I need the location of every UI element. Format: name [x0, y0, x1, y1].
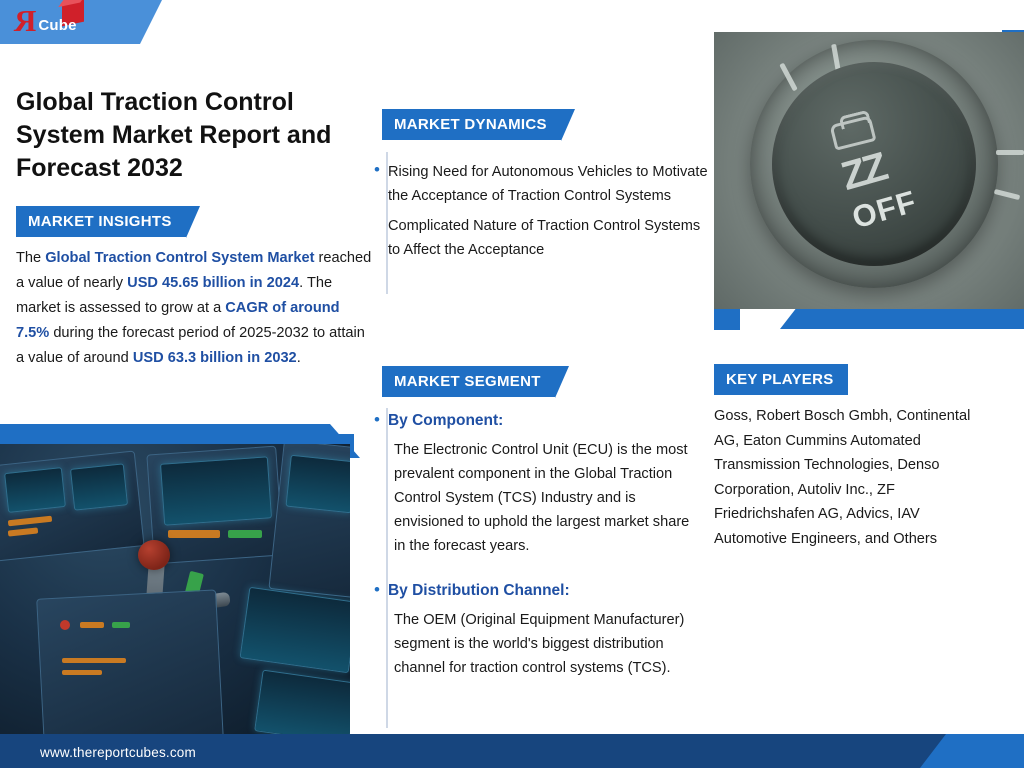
cockpit-indicator: [112, 622, 130, 628]
cockpit-display: [4, 467, 66, 513]
cockpit-display: [240, 587, 350, 674]
footer-accent-block: [946, 734, 1024, 768]
zz-label: ZZ: [836, 144, 890, 200]
aircraft-cockpit-photo: [0, 444, 350, 744]
list-item: [374, 580, 694, 680]
bullet-dot-icon: •: [374, 580, 380, 599]
logo-letter-r: R: [14, 3, 37, 38]
footer-website-url[interactable]: www.thereportcubes.com: [40, 745, 196, 760]
cockpit-stick-knob: [138, 540, 170, 570]
segment-body-distribution: The OEM (Original Equipment Manufacturer) segment is the world's biggest distribution channel for traction control systems (TCS).: [394, 612, 685, 676]
insights-text-4: during the forecast period of 2025-2032 to attain a value of around: [16, 325, 365, 366]
list-item: [374, 214, 714, 262]
bullet-dot-icon: •: [374, 410, 380, 429]
insights-text-3: . The market is assessed to grow at a: [16, 275, 333, 316]
tcs-off-button-photo: [714, 32, 1024, 309]
tag-market-insights: MARKET INSIGHTS: [16, 206, 186, 237]
insights-text-2: reached a value of nearly: [16, 250, 372, 291]
insights-text-1: The: [16, 250, 46, 266]
insights-text-5: .: [296, 350, 301, 366]
page-title: Global Traction Control System Market Report and Forecast 2032: [16, 88, 332, 182]
cockpit-indicator: [80, 622, 104, 628]
market-dynamics-list: [374, 160, 714, 268]
off-label: OFF: [848, 183, 921, 236]
footer-bar: [0, 734, 1024, 768]
cockpit-display: [160, 456, 272, 525]
insights-highlight-cagr: CAGR of around 7.5%: [16, 300, 340, 341]
logo-wordmark: Cube: [38, 16, 77, 34]
segment-body-component: The Electronic Control Unit (ECU) is the most prevalent component in the Global Traction Control System (TCS) Industry and is envisioned to uphold the largest market share in the forecast years.: [394, 442, 690, 554]
brand-logo[interactable]: [14, 5, 77, 37]
footer-accent-arrow: [920, 734, 946, 768]
key-players-text: Goss, Robert Bosch Gmbh, Continental AG, Eaton Cummins Automated Transmission Technologies, Denso Corporation, Autoliv Inc., ZF Friedrichshafen AG, Advics, IAV Automotive Engineers, and Others: [714, 408, 971, 547]
tag-key-players: KEY PLAYERS: [714, 364, 848, 395]
cockpit-indicator: [62, 658, 126, 663]
insights-highlight-value-2024: USD 45.65 billion in 2024: [127, 275, 300, 291]
cockpit-display: [254, 670, 350, 744]
cockpit-indicator: [168, 530, 220, 538]
insights-highlight-market: Global Traction Control System Market: [45, 250, 315, 266]
market-segment-list: [374, 410, 694, 702]
bullet-dot-icon: •: [374, 160, 380, 179]
tag-market-dynamics: MARKET DYNAMICS: [382, 109, 561, 140]
list-item: [374, 410, 694, 558]
cockpit-indicator: [228, 530, 262, 538]
market-insights-body: [16, 246, 372, 371]
cockpit-center-console: [36, 589, 224, 744]
list-item: [374, 160, 714, 208]
dynamics-bullet-1: Rising Need for Autonomous Vehicles to Motivate the Acceptance of Traction Control Systems: [387, 164, 708, 204]
dynamics-bullet-2: Complicated Nature of Traction Control Systems to Affect the Acceptance: [387, 218, 701, 258]
segment-heading-distribution: By Distribution Channel:: [387, 582, 570, 599]
cockpit-indicator: [62, 670, 102, 675]
cockpit-display: [285, 455, 350, 514]
dial-tick: [996, 150, 1024, 155]
cockpit-indicator: [60, 620, 70, 630]
insights-highlight-value-2032: USD 63.3 billion in 2032: [132, 350, 297, 366]
tag-market-segment: MARKET SEGMENT: [382, 366, 555, 397]
segment-heading-component: By Component:: [387, 412, 504, 429]
cockpit-display: [70, 463, 128, 510]
